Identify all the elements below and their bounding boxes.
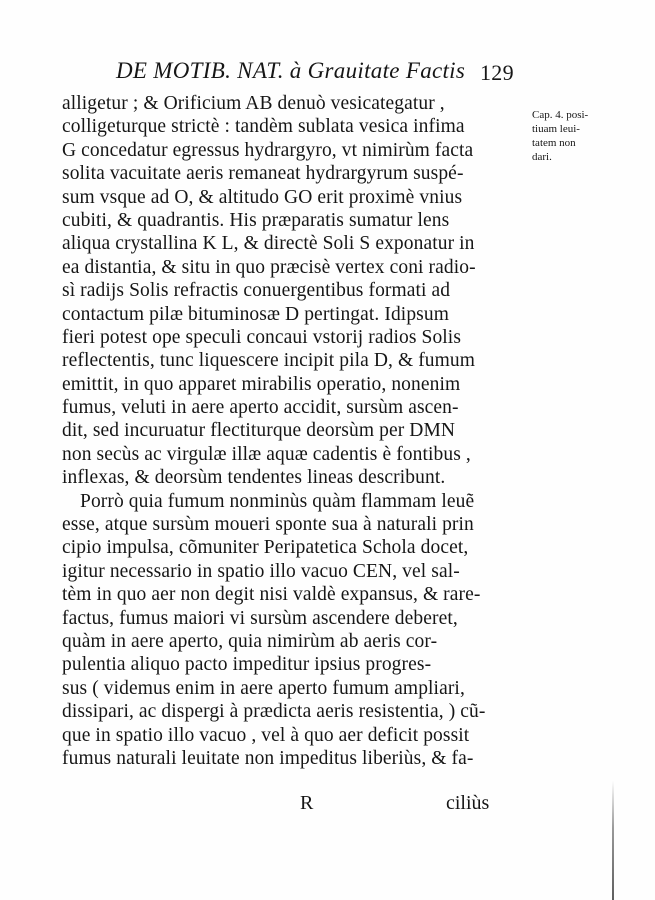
running-head xyxy=(116,58,516,88)
marginal-note-line: tiuam leui- xyxy=(532,123,580,135)
page-edge-shadow xyxy=(612,780,614,900)
page-number: 129 xyxy=(480,60,514,85)
text-line: pulentia aliquo pacto impeditur ipsius progres- xyxy=(62,654,432,676)
text-line: sus ( videmus enim in aere aperto fumum ampliari, xyxy=(62,677,465,699)
marginal-note-line: tatem non xyxy=(532,137,576,149)
text-line: dissipari, ac dispergi à prædicta aeris resistentia, ) cũ- xyxy=(62,701,486,723)
text-line: fumus naturali leuitate non impeditus liberiùs, & fa- xyxy=(62,747,474,769)
text-line: aliqua crystallina K L, & directè Soli S exponatur in xyxy=(62,233,475,255)
signature-mark: R xyxy=(300,792,314,814)
text-line: solita vacuitate aeris remaneat hydrargyrum suspé- xyxy=(62,163,464,185)
catchword: ciliùs xyxy=(446,792,490,814)
text-line: emittit, in quo apparet mirabilis operatio, nonenim xyxy=(62,373,461,395)
text-line: reflectentis, tunc liquescere incipit pila D, & fumum xyxy=(62,350,476,372)
text-line: factus, fumus maiori vi sursùm ascendere deberet, xyxy=(62,607,458,629)
marginal-note-line: Cap. 4. posi- xyxy=(532,109,589,121)
text-line: G concedatur egressus hydrargyro, vt nimirùm facta xyxy=(62,139,474,161)
text-line: sì radijs Solis refractis conuergentibus formati ad xyxy=(62,280,451,302)
body-text xyxy=(62,92,522,770)
text-line: que in spatio illo vacuo , vel à quo aer deficit possit xyxy=(62,724,470,746)
text-line: tèm in quo aer non degit nisi valdè expansus, & rare- xyxy=(62,584,481,606)
text-line: fumus, veluti in aere aperto accidit, sursùm ascen- xyxy=(62,397,459,419)
text-line: contactum pilæ bituminosæ D pertingat. Idipsum xyxy=(62,303,449,325)
text-line: esse, atque sursùm moueri sponte sua à naturali prin xyxy=(62,514,474,536)
paragraph-start-line: Porrò quia fumum nonminùs quàm flammam leuẽ xyxy=(80,490,475,512)
text-line: non secùs ac virgulæ illæ aquæ cadentis è fontibus , xyxy=(62,443,471,465)
text-line: colligeturque strictè : tandèm sublata vesica infima xyxy=(62,116,465,138)
text-line: quàm in aere aperto, quia nimirùm ab aeris cor- xyxy=(62,630,438,652)
running-title: DE MOTIB. NAT. à Grauitate Factis xyxy=(116,58,466,83)
text-line: fieri potest ope speculi concaui vstorij radios Solis xyxy=(62,326,462,348)
marginal-note xyxy=(532,108,602,164)
text-line: cubiti, & quadrantis. His præparatis sumatur lens xyxy=(62,209,450,231)
text-line: inflexas, & deorsùm tendentes lineas describunt. xyxy=(62,467,446,489)
text-line: ea distantia, & situ in quo præcisè vertex coni radio- xyxy=(62,256,476,278)
text-line: cipio impulsa, cõmuniter Peripatetica Schola docet, xyxy=(62,537,469,559)
marginal-note-line: dari. xyxy=(532,151,552,163)
text-line: alligetur ; & Orificium AB denuò vesicategatur , xyxy=(62,93,445,114)
text-line: igitur necessario in spatio illo vacuo CEN, vel sal- xyxy=(62,560,460,582)
text-line: dit, sed incuruatur flectiturque deorsùm per DMN xyxy=(62,420,456,442)
text-line: sum vsque ad O, & altitudo GO erit proximè vnius xyxy=(62,186,463,208)
